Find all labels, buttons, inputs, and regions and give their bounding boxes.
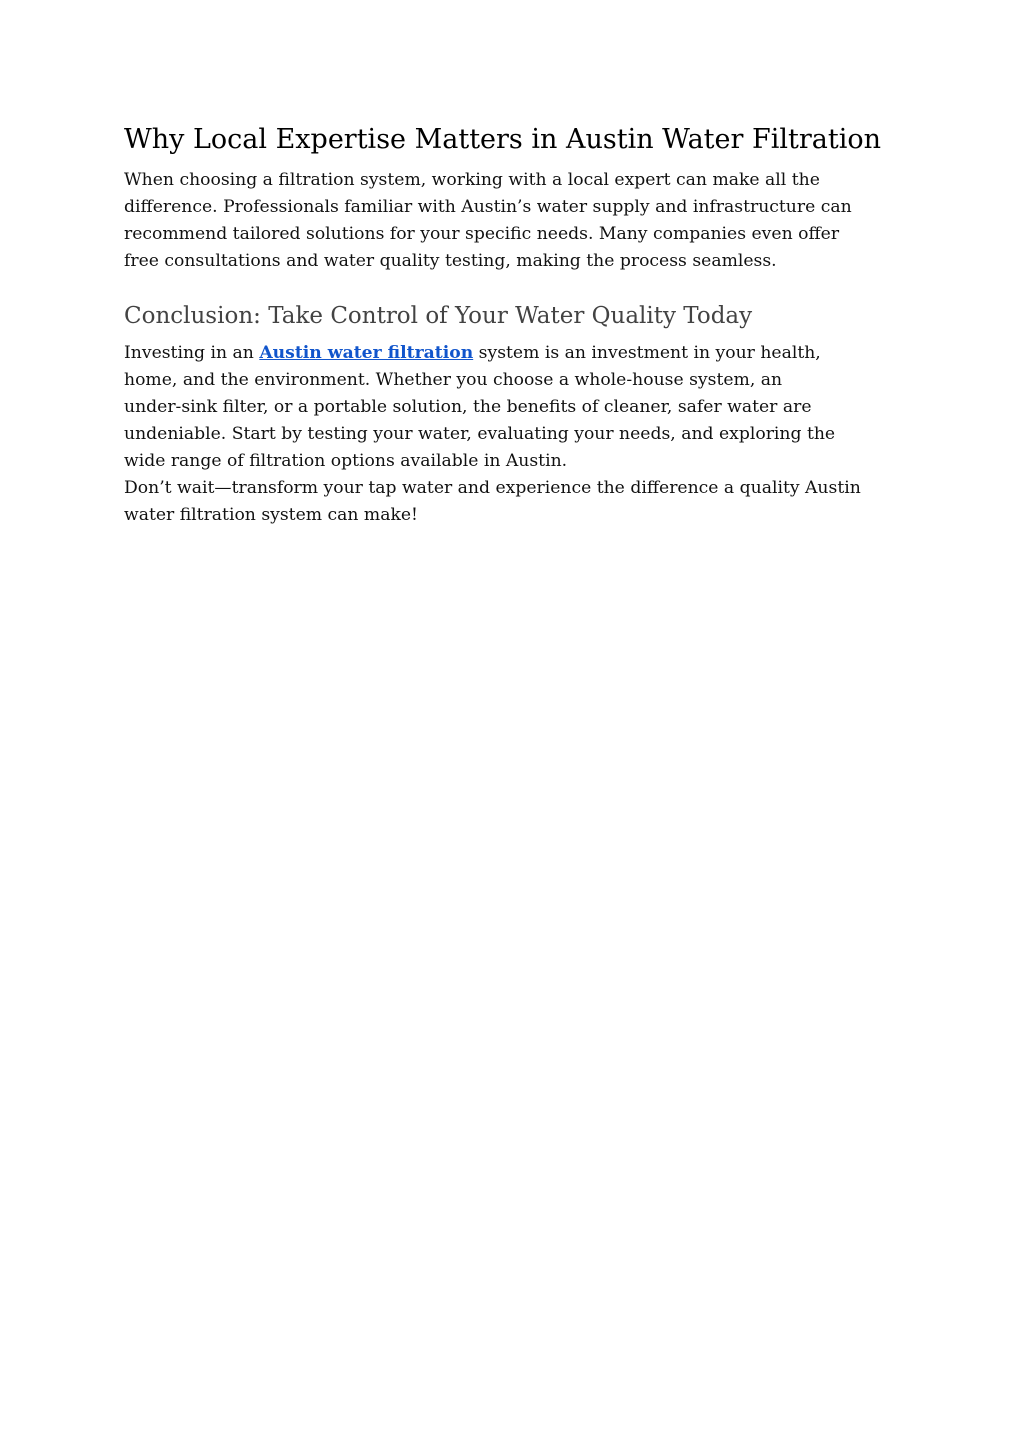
text-line: free consultations and water quality testing, making the process seamless. — [124, 251, 777, 271]
austin-water-filtration-link[interactable]: Austin water filtration — [259, 343, 474, 363]
text-line: water filtration system can make! — [124, 505, 418, 525]
text-line: When choosing a filtration system, working with a local expert can make all the — [124, 170, 820, 190]
section-spacer — [124, 275, 896, 300]
text-line: recommend tailored solutions for your specific needs. Many companies even offer — [124, 224, 840, 244]
text-line: undeniable. Start by testing your water, evaluating your needs, and exploring the — [124, 424, 836, 444]
text-line-with-link — [124, 340, 896, 367]
document-content — [124, 122, 896, 529]
text-line: under-sink filter, or a portable solution, the benefits of cleaner, safer water are — [124, 397, 812, 417]
text-line: Don’t wait—transform your tap water and experience the difference a quality Austin — [124, 478, 861, 498]
section-heading-local-expertise: Why Local Expertise Matters in Austin Water Filtration — [124, 124, 881, 155]
text-after-link: system is an investment in your health, — [473, 343, 821, 363]
text-line: home, and the environment. Whether you choose a whole-house system, an — [124, 370, 783, 390]
paragraph-local-expertise — [124, 167, 896, 275]
text-line: difference. Professionals familiar with Austin’s water supply and infrastructure can — [124, 197, 852, 217]
section-heading-conclusion: Conclusion: Take Control of Your Water Quality Today — [124, 303, 753, 329]
text-line: wide range of filtration options available in Austin. — [124, 451, 568, 471]
paragraph-call-to-action — [124, 475, 896, 529]
paragraph-conclusion — [124, 340, 896, 475]
text-before-link: Investing in an — [124, 343, 260, 363]
